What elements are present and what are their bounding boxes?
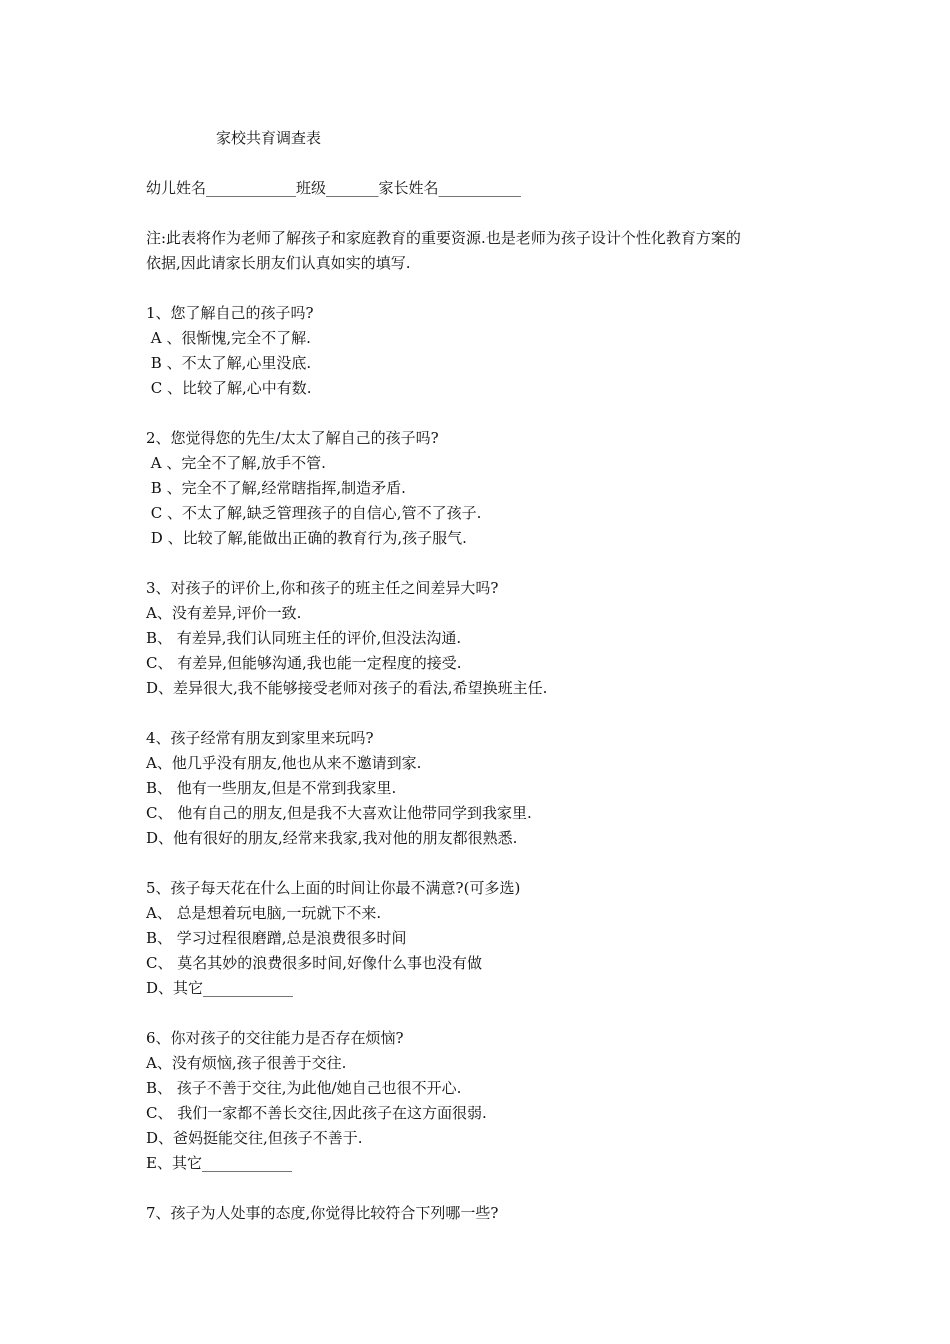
question-list xyxy=(146,276,846,1226)
answer-option: C、 莫名其妙的浪费很多时间,好像什么事也没有做 xyxy=(146,954,483,972)
question-text: 4、孩子经常有朋友到家里来玩吗? xyxy=(146,729,374,747)
spacer xyxy=(146,401,846,426)
note-line: 依据,因此请家长朋友们认真如实的填写. xyxy=(146,254,411,272)
spacer xyxy=(146,201,846,226)
answer-option: D、他有很好的朋友,经常来我家,我对他的朋友都很熟悉. xyxy=(146,829,518,847)
answer-option: B、 孩子不善于交往,为此他/她自己也很不开心. xyxy=(146,1079,462,1097)
answer-option: A、 总是想着玩电脑,一玩就下不来. xyxy=(146,904,382,922)
answer-option: C 、比较了解,心中有数. xyxy=(146,379,312,397)
spacer xyxy=(146,551,846,576)
spacer xyxy=(146,851,846,876)
spacer xyxy=(146,1001,846,1026)
answer-option: B、 有差异,我们认同班主任的评价,但没法沟通. xyxy=(146,629,462,647)
question-text: 6、你对孩子的交往能力是否存在烦恼? xyxy=(146,1029,404,1047)
answer-option: A 、很惭愧,完全不了解. xyxy=(146,329,311,347)
answer-option: A、没有烦恼,孩子很善于交往. xyxy=(146,1054,347,1072)
answer-option: C、 他有自己的朋友,但是我不大喜欢让他带同学到我家里. xyxy=(146,804,532,822)
note-line: 注:此表将作为老师了解孩子和家庭教育的重要资源.也是老师为孩子设计个性化教育方案的 xyxy=(146,229,741,247)
answer-option: C、 有差异,但能够沟通,我也能一定程度的接受. xyxy=(146,654,462,672)
answer-option: B 、完全不了解,经常瞎指挥,制造矛盾. xyxy=(146,479,406,497)
question-text: 2、您觉得您的先生/太太了解自己的孩子吗? xyxy=(146,429,439,447)
answer-option: E、其它____________ xyxy=(146,1154,292,1172)
answer-option: B、 学习过程很磨蹭,总是浪费很多时间 xyxy=(146,929,407,947)
header-fields: 幼儿姓名____________班级_______家长姓名___________ xyxy=(146,179,522,197)
answer-option: D、差异很大,我不能够接受老师对孩子的看法,希望换班主任. xyxy=(146,679,548,697)
page-title: 家校共育调查表 xyxy=(216,129,322,147)
question-text: 1、您了解自己的孩子吗? xyxy=(146,304,314,322)
question-text: 7、孩子为人处事的态度,你觉得比较符合下列哪一些? xyxy=(146,1204,499,1222)
answer-option: C、 我们一家都不善长交往,因此孩子在这方面很弱. xyxy=(146,1104,487,1122)
answer-option: C 、不太了解,缺乏管理孩子的自信心,管不了孩子. xyxy=(146,504,482,522)
spacer xyxy=(146,151,846,176)
answer-option: B 、不太了解,心里没底. xyxy=(146,354,312,372)
answer-option: A 、完全不了解,放手不管. xyxy=(146,454,326,472)
question-text: 3、对孩子的评价上,你和孩子的班主任之间差异大吗? xyxy=(146,579,499,597)
answer-option: D、其它____________ xyxy=(146,979,294,997)
answer-option: B、 他有一些朋友,但是不常到我家里. xyxy=(146,779,397,797)
question-text: 5、孩子每天花在什么上面的时间让你最不满意?(可多选) xyxy=(146,879,521,897)
answer-option: A、他几乎没有朋友,他也从来不邀请到家. xyxy=(146,754,422,772)
spacer xyxy=(146,276,846,301)
survey-document xyxy=(146,126,846,1226)
spacer xyxy=(146,701,846,726)
spacer xyxy=(146,1176,846,1201)
answer-option: A、没有差异,评价一致. xyxy=(146,604,302,622)
answer-option: D、爸妈挺能交往,但孩子不善于. xyxy=(146,1129,363,1147)
answer-option: D 、比较了解,能做出正确的教育行为,孩子服气. xyxy=(146,529,467,547)
